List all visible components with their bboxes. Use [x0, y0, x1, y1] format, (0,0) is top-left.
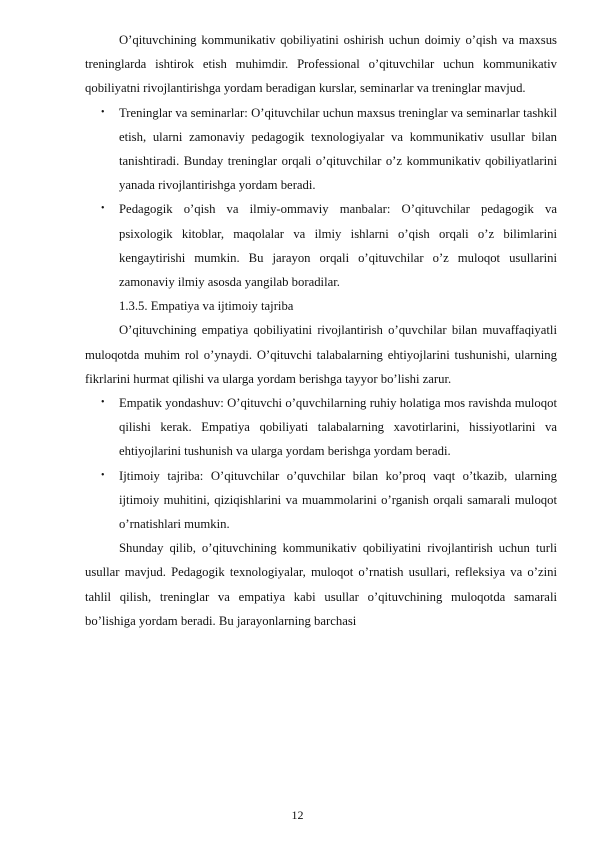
section-heading: 1.3.5. Empatiya va ijtimoiy tajriba	[119, 299, 294, 314]
bullet-list-empathy	[85, 391, 557, 536]
page-number: 12	[291, 808, 304, 822]
bullet-item-reading	[85, 197, 557, 294]
paragraph-intro: O’qituvchining kommunikativ qobiliyatini oshirish uchun doimiy o’qish va maxsus treninglarda ishtirok etish muhimdir. Professional o’qituvchilar uchun kommunikativ qobiliyatni rivojlantirishga yordam beradigan kurslar, seminarlar va treninglar mavjud.	[85, 33, 557, 96]
bullet-list-methods	[85, 101, 557, 295]
bullet-dot: •	[101, 203, 105, 215]
bullet-item-trainings	[85, 101, 557, 198]
bullet-item-empathic-approach	[85, 391, 557, 464]
bullet-text: Empatik yondashuv: O’qituvchi o’quvchilarning ruhiy holatiga mos ravishda muloqot qilishi kerak. Empatiya qobiliyati talabalarning xavotirlarini, hissiyotlarini va ehtiyojlarini tushunish va ularga yordam berishga yordam beradi.	[119, 396, 557, 459]
bullet-text: Ijtimoiy tajriba: O’qituvchilar o’quvchilar bilan ko’proq vaqt o’tkazib, ularning ijtimoiy muhitini, qiziqishlarini va muammolarini o’rganish orqali samarali muloqot o’rnatishlari mumkin.	[119, 468, 557, 532]
paragraph-conclusion: Shunday qilib, o’qituvchining kommunikativ qobiliyatini rivojlantirish uchun turli usullar mavjud. Pedagogik texnologiyalar, muloqot o’rnatish usullari, refleksiya va o’zini tahlil qilish, treninglar va empatiya kabi usullar o’qituvchining muloqotda samarali bo’lishiga yordam beradi. Bu jarayonlarning barchasi	[85, 541, 557, 628]
bullet-text: Pedagogik o’qish va ilmiy-ommaviy manbalar: O’qituvchilar pedagogik va psixologik kitoblar, maqolalar va ilmiy ishlarni o’qish orqali o’z bilimlarini kengaytirishi mumkin. Bu jarayon orqali o’qituvchilar o’z muloqot usullarini zamonaviy ilmiy asosda yangilab boradilar.	[119, 202, 557, 290]
bullet-dot: •	[101, 106, 105, 118]
bullet-text: Treninglar va seminarlar: O’qituvchilar uchun maxsus treninglar va seminarlar tashkil etish, ularni zamonaviy pedagogik texnologiyalar va kommunikativ usullar bilan tanishtiradi. Bunday treninglar orqali o’qituvchilar o’z kommunikativ qobiliyatlarini yanada rivojlantirishga yordam beradi.	[119, 105, 557, 193]
bullet-dot: •	[101, 397, 105, 409]
bullet-dot: •	[101, 469, 105, 481]
bullet-item-social-experience	[85, 464, 557, 537]
page-body	[85, 28, 557, 633]
paragraph-empathy: O’qituvchining empatiya qobiliyatini rivojlantirish o’quvchilar bilan muvaffaqiyatli muloqotda muhim rol o’ynaydi. O’qituvchi talabalarning ehtiyojlarini tushunishi, ularning fikrlarini hurmat qilishi va ularga yordam berishga tayyor bo’lishi zarur.	[85, 323, 557, 386]
